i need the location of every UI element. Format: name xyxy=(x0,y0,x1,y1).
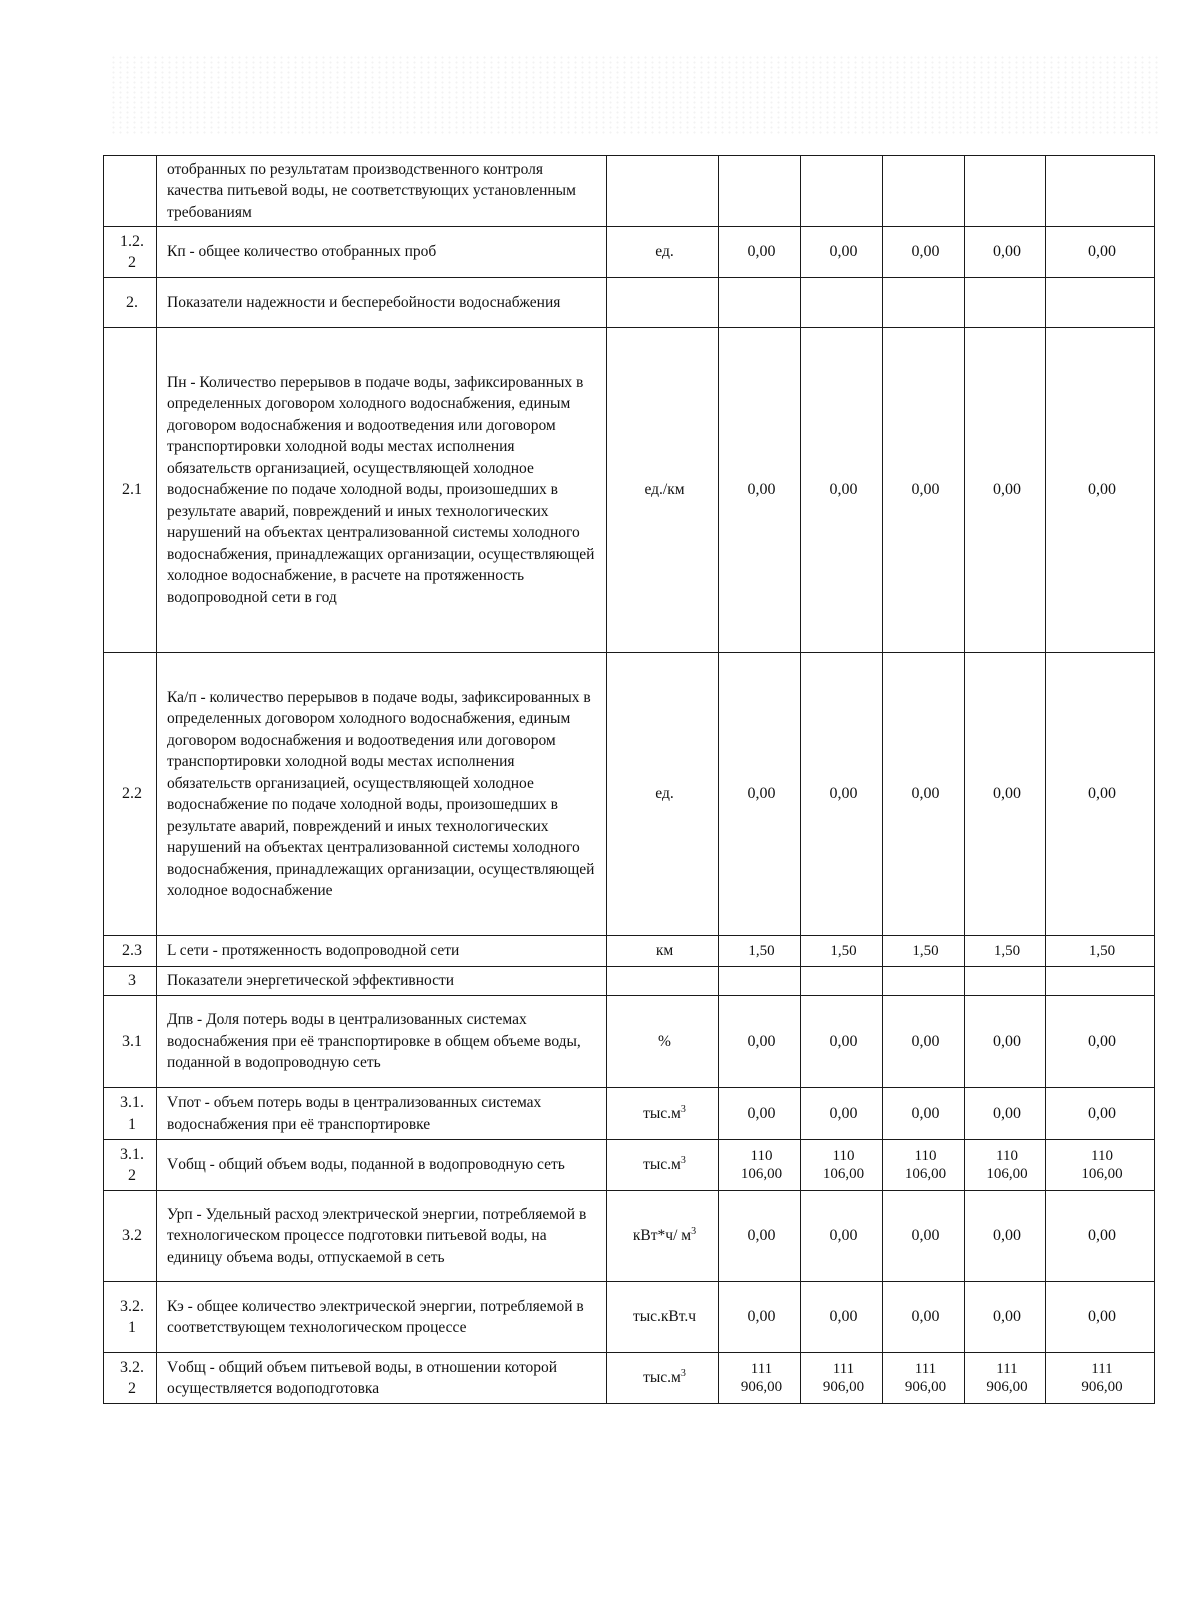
value-cell-5: 1,50 xyxy=(1046,936,1155,967)
value-cell-4: 0,00 xyxy=(965,996,1046,1088)
unit-label: тыс.м xyxy=(643,1369,681,1387)
row-number: 3.1. 2 xyxy=(104,1140,157,1191)
row-number: 2.2 xyxy=(104,653,157,936)
table-row xyxy=(104,1140,1155,1191)
value-cell-5: 0,00 xyxy=(1046,328,1155,653)
indicator-description: Показатели надежности и бесперебойности водоснабжения xyxy=(157,278,607,328)
table-row xyxy=(104,1282,1155,1353)
value-cell-4: 111 906,00 xyxy=(965,1353,1046,1404)
value-cell-4: 0,00 xyxy=(965,1282,1046,1353)
value-cell-1 xyxy=(719,967,801,996)
table-row xyxy=(104,156,1155,227)
table-row xyxy=(104,227,1155,278)
value-cell-3 xyxy=(883,156,965,227)
value-cell-1: 0,00 xyxy=(719,1088,801,1140)
value-cell-5: 111 906,00 xyxy=(1046,1353,1155,1404)
unit-cell xyxy=(607,156,719,227)
value-cell-4 xyxy=(965,156,1046,227)
value-cell-3: 0,00 xyxy=(883,1282,965,1353)
value-cell-4: 0,00 xyxy=(965,328,1046,653)
indicator-description: Пн - Количество перерывов в подаче воды, зафиксированных в определенных договором холодного водоснабжения, единым договором водоснабжения и водоотведения или договором транспортировки холодной воды местах исполнения обязательств организацией, осуществляющей холодное водоснабжение по подаче холодной воды, произошедших в результате аварий, повреждений и иных технологических нарушений на объектах централизованной системы холодного водоснабжения, принадлежащих организации, осуществляющей холодное водоснабжение, в расчете на протяженность водопроводной сети в год xyxy=(157,328,607,653)
row-number: 3.2 xyxy=(104,1191,157,1282)
table-row xyxy=(104,936,1155,967)
indicator-description: Ка/п - количество перерывов в подаче воды, зафиксированных в определенных договором холодного водоснабжения, единым договором водоснабжения и водоотведения или договором транспортировки холодной воды местах исполнения обязательств организацией, осуществляющей холодное водоснабжение по подаче холодной воды, произошедших в результате аварий, повреждений и иных технологических нарушений на объектах централизованной системы холодного водоснабжения, принадлежащих организации, осуществляющей холодное водоснабжение xyxy=(157,653,607,936)
indicator-description: Дпв - Доля потерь воды в централизованных системах водоснабжения при её транспортировке в общем объеме воды, поданной в водопроводную сеть xyxy=(157,996,607,1088)
row-number: 1.2. 2 xyxy=(104,227,157,278)
indicator-description: L сети - протяженность водопроводной сети xyxy=(157,936,607,967)
unit-cell xyxy=(607,996,719,1088)
value-cell-1: 110 106,00 xyxy=(719,1140,801,1191)
scan-noise xyxy=(110,55,1160,135)
value-cell-3: 0,00 xyxy=(883,1191,965,1282)
value-cell-2: 0,00 xyxy=(801,1282,883,1353)
value-cell-1: 0,00 xyxy=(719,1282,801,1353)
value-cell-2: 0,00 xyxy=(801,227,883,278)
unit-label: тыс.м xyxy=(643,1156,681,1174)
value-cell-3: 1,50 xyxy=(883,936,965,967)
unit-label: кВт*ч/ м xyxy=(632,1227,692,1245)
value-cell-4: 0,00 xyxy=(965,1088,1046,1140)
unit-superscript: 3 xyxy=(680,1155,686,1167)
indicator-description: Vобщ - общий объем воды, поданной в водопроводную сеть xyxy=(157,1140,607,1191)
value-cell-5: 0,00 xyxy=(1046,1282,1155,1353)
unit-cell xyxy=(607,1191,719,1282)
row-number xyxy=(104,156,157,227)
table-row xyxy=(104,996,1155,1088)
unit-superscript: 3 xyxy=(680,1103,686,1115)
table-row xyxy=(104,278,1155,328)
value-cell-5: 110 106,00 xyxy=(1046,1140,1155,1191)
value-cell-3: 0,00 xyxy=(883,1088,965,1140)
unit-label: тыс.кВт.ч xyxy=(632,1308,697,1326)
row-number: 2. xyxy=(104,278,157,328)
table-row xyxy=(104,967,1155,996)
value-cell-1: 1,50 xyxy=(719,936,801,967)
unit-superscript: 3 xyxy=(691,1226,697,1238)
indicator-description: Vпот - объем потерь воды в централизованных системах водоснабжения при её транспортировке xyxy=(157,1088,607,1140)
unit-cell xyxy=(607,1282,719,1353)
unit-cell xyxy=(607,328,719,653)
value-cell-4: 0,00 xyxy=(965,1191,1046,1282)
value-cell-5 xyxy=(1046,156,1155,227)
value-cell-3: 0,00 xyxy=(883,227,965,278)
value-cell-1: 0,00 xyxy=(719,996,801,1088)
value-cell-4: 110 106,00 xyxy=(965,1140,1046,1191)
value-cell-4 xyxy=(965,278,1046,328)
value-cell-4: 1,50 xyxy=(965,936,1046,967)
value-cell-3: 111 906,00 xyxy=(883,1353,965,1404)
table-row xyxy=(104,328,1155,653)
table-row xyxy=(104,1191,1155,1282)
value-cell-2: 0,00 xyxy=(801,1088,883,1140)
indicator-description: отобранных по результатам производственного контроля качества питьевой воды, не соответствующих установленным требованиям xyxy=(157,156,607,227)
value-cell-2: 0,00 xyxy=(801,996,883,1088)
value-cell-5 xyxy=(1046,967,1155,996)
value-cell-2: 0,00 xyxy=(801,1191,883,1282)
value-cell-3 xyxy=(883,278,965,328)
value-cell-1: 0,00 xyxy=(719,328,801,653)
value-cell-4: 0,00 xyxy=(965,653,1046,936)
value-cell-5: 0,00 xyxy=(1046,1088,1155,1140)
value-cell-3: 0,00 xyxy=(883,996,965,1088)
value-cell-3: 0,00 xyxy=(883,653,965,936)
value-cell-5: 0,00 xyxy=(1046,653,1155,936)
unit-cell xyxy=(607,936,719,967)
value-cell-5: 0,00 xyxy=(1046,227,1155,278)
unit-cell xyxy=(607,278,719,328)
table-row xyxy=(104,1353,1155,1404)
value-cell-2: 111 906,00 xyxy=(801,1353,883,1404)
unit-cell xyxy=(607,1088,719,1140)
row-number: 3 xyxy=(104,967,157,996)
value-cell-1: 0,00 xyxy=(719,1191,801,1282)
indicator-description: Кэ - общее количество электрической энергии, потребляемой в соответствующем технологическом процессе xyxy=(157,1282,607,1353)
value-cell-1 xyxy=(719,156,801,227)
indicator-description: Кп - общее количество отобранных проб xyxy=(157,227,607,278)
unit-label: тыс.м xyxy=(643,1104,681,1122)
value-cell-1: 0,00 xyxy=(719,227,801,278)
value-cell-1: 111 906,00 xyxy=(719,1353,801,1404)
unit-label: % xyxy=(658,1032,671,1050)
unit-label: км xyxy=(655,942,674,960)
table-row xyxy=(104,1088,1155,1140)
value-cell-2 xyxy=(801,156,883,227)
value-cell-5: 0,00 xyxy=(1046,996,1155,1088)
unit-cell xyxy=(607,967,719,996)
row-number: 3.1 xyxy=(104,996,157,1088)
unit-cell xyxy=(607,653,719,936)
value-cell-2: 0,00 xyxy=(801,653,883,936)
table-body xyxy=(104,156,1155,1404)
value-cell-5 xyxy=(1046,278,1155,328)
indicator-description: Vобщ - общий объем питьевой воды, в отношении которой осуществляется водоподготовка xyxy=(157,1353,607,1404)
value-cell-4: 0,00 xyxy=(965,227,1046,278)
value-cell-3: 110 106,00 xyxy=(883,1140,965,1191)
indicator-description: Урп - Удельный расход электрической энергии, потребляемой в технологическом процессе подготовки питьевой воды, на единицу объема воды, отпускаемой в сеть xyxy=(157,1191,607,1282)
unit-cell xyxy=(607,227,719,278)
value-cell-2: 110 106,00 xyxy=(801,1140,883,1191)
row-number: 2.3 xyxy=(104,936,157,967)
value-cell-1: 0,00 xyxy=(719,653,801,936)
value-cell-4 xyxy=(965,967,1046,996)
row-number: 3.2. 1 xyxy=(104,1282,157,1353)
indicators-table xyxy=(103,155,1155,1404)
value-cell-2 xyxy=(801,278,883,328)
value-cell-2 xyxy=(801,967,883,996)
value-cell-1 xyxy=(719,278,801,328)
value-cell-3 xyxy=(883,967,965,996)
value-cell-3: 0,00 xyxy=(883,328,965,653)
unit-label: ед. xyxy=(655,785,674,803)
row-number: 3.1. 1 xyxy=(104,1088,157,1140)
indicator-description: Показатели энергетической эффективности xyxy=(157,967,607,996)
table-row xyxy=(104,653,1155,936)
value-cell-5: 0,00 xyxy=(1046,1191,1155,1282)
value-cell-2: 0,00 xyxy=(801,328,883,653)
row-number: 2.1 xyxy=(104,328,157,653)
unit-cell xyxy=(607,1353,719,1404)
unit-superscript: 3 xyxy=(680,1368,686,1380)
unit-cell xyxy=(607,1140,719,1191)
unit-label: ед./км xyxy=(644,481,685,499)
value-cell-2: 1,50 xyxy=(801,936,883,967)
row-number: 3.2. 2 xyxy=(104,1353,157,1404)
unit-label: ед. xyxy=(655,243,674,261)
